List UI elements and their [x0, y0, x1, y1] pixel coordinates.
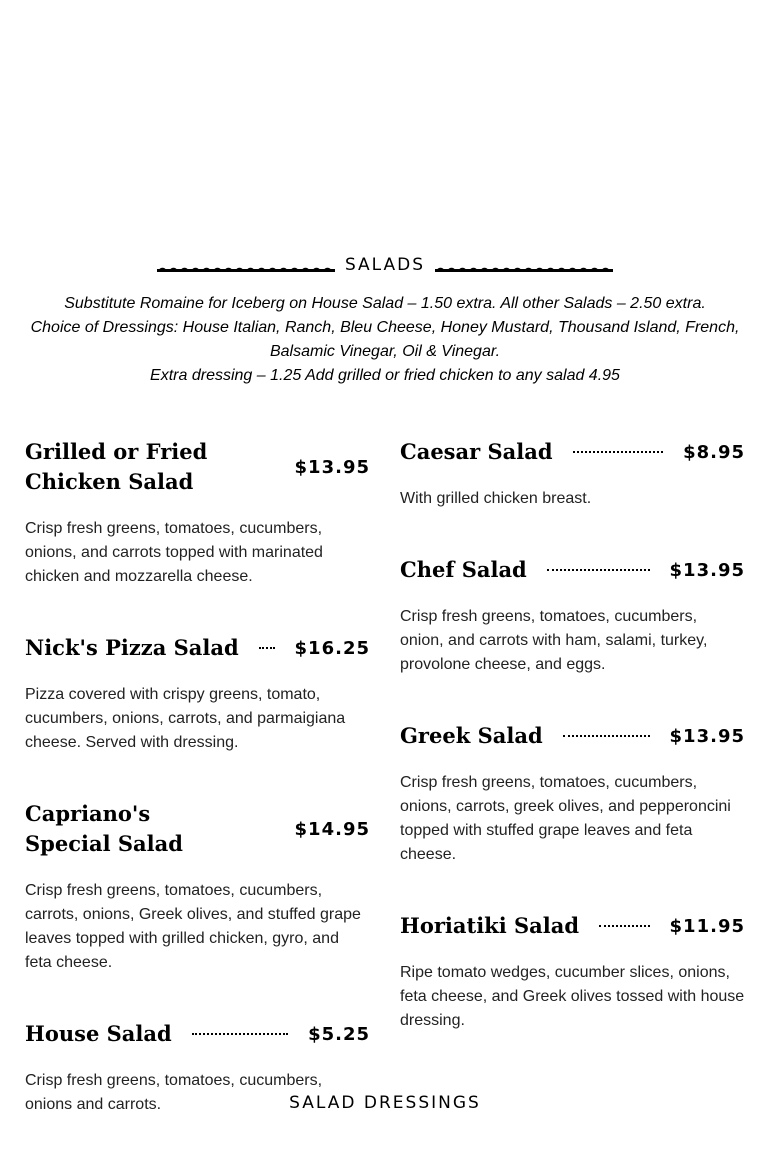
scallop-divider-left — [157, 258, 335, 272]
menu-item-description: Pizza covered with crispy greens, tomato, cucumbers, onions, carrots, and parmaigiana cheese. Served with dressing. — [25, 686, 346, 751]
menu-item — [400, 437, 745, 511]
menu-item-name: Capriano's Special Salad — [25, 801, 183, 856]
scallop-divider-right — [435, 258, 613, 272]
menu-item-header — [400, 555, 745, 585]
menu-item-header — [25, 799, 370, 859]
menu-item-description: Crisp fresh greens, tomatoes, cucumbers, onions and carrots. — [25, 1072, 323, 1113]
dot-leader — [573, 451, 664, 453]
dot-leader — [563, 735, 650, 737]
menu-item-price: $14.95 — [294, 818, 370, 840]
menu-item-price: $16.25 — [294, 637, 370, 659]
menu-item — [25, 799, 370, 975]
next-section-title: SALAD DRESSINGS — [289, 1093, 481, 1113]
menu-item-description: Crisp fresh greens, tomatoes, cucumbers, onion, and carrots with ham, salami, turkey, provolone cheese, and eggs. — [400, 608, 708, 673]
menu-item-header — [400, 437, 745, 467]
menu-item-name: Nick's Pizza Salad — [25, 635, 239, 660]
menu-item-header — [400, 721, 745, 751]
menu-item-name: Greek Salad — [400, 723, 543, 748]
dot-leader — [192, 1033, 288, 1035]
menu-item-name: Chef Salad — [400, 557, 527, 582]
dot-leader — [599, 925, 649, 927]
menu-item-name: Grilled or Fried Chicken Salad — [25, 439, 208, 494]
menu-item-name: Horiatiki Salad — [400, 913, 580, 938]
menu-item — [400, 721, 745, 867]
menu-item-price: $11.95 — [669, 915, 745, 937]
menu-column-left — [25, 437, 370, 1161]
dot-leader — [547, 569, 650, 571]
menu-item-header — [25, 1019, 370, 1049]
dot-leader — [259, 647, 275, 649]
menu-item-description: Crisp fresh greens, tomatoes, cucumbers, onions, carrots, greek olives, and pepperoncini topped with stuffed grape leaves and feta cheese. — [400, 774, 731, 863]
section-title: SALADS — [344, 255, 426, 275]
menu-item-header — [25, 437, 370, 497]
menu-item-description: With grilled chicken breast. — [400, 490, 592, 507]
dressing-choices-note: Choice of Dressings: House Italian, Ranch, Bleu Cheese, Honey Mustard, Thousand Island, French, Balsamic Vinegar, Oil & Vinegar. — [30, 319, 740, 360]
menu-item-price: $13.95 — [669, 725, 745, 747]
menu-item-header — [25, 633, 370, 663]
menu-item-description: Crisp fresh greens, tomatoes, cucumbers, onions, and carrots topped with marinated chicken and mozzarella cheese. — [25, 520, 323, 585]
extras-note: Extra dressing – 1.25 Add grilled or fried chicken to any salad 4.95 — [150, 367, 620, 384]
menu-item-header — [400, 911, 745, 941]
menu-item — [400, 555, 745, 677]
menu-item-name: Caesar Salad — [400, 439, 553, 464]
menu-item-price: $13.95 — [669, 559, 745, 581]
menu-column-right — [400, 437, 745, 1077]
menu-item — [25, 437, 370, 589]
menu-item — [400, 911, 745, 1033]
menu-item — [25, 633, 370, 755]
menu-item-description: Crisp fresh greens, tomatoes, cucumbers, carrots, onions, Greek olives, and stuffed grape leaves topped with grilled chicken, gyro, and feta cheese. — [25, 882, 361, 971]
substitution-note: Substitute Romaine for Iceberg on House Salad – 1.50 extra. All other Salads – 2.50 extra. — [64, 295, 706, 312]
section-header — [0, 255, 770, 275]
menu-item-price: $13.95 — [294, 456, 370, 478]
menu-item-price: $8.95 — [683, 441, 745, 463]
menu-item-description: Ripe tomato wedges, cucumber slices, onions, feta cheese, and Greek olives tossed with house dressing. — [400, 964, 745, 1029]
salad-notes — [20, 292, 750, 388]
menu-item-price: $5.25 — [308, 1023, 370, 1045]
menu-item-name: House Salad — [25, 1021, 172, 1046]
